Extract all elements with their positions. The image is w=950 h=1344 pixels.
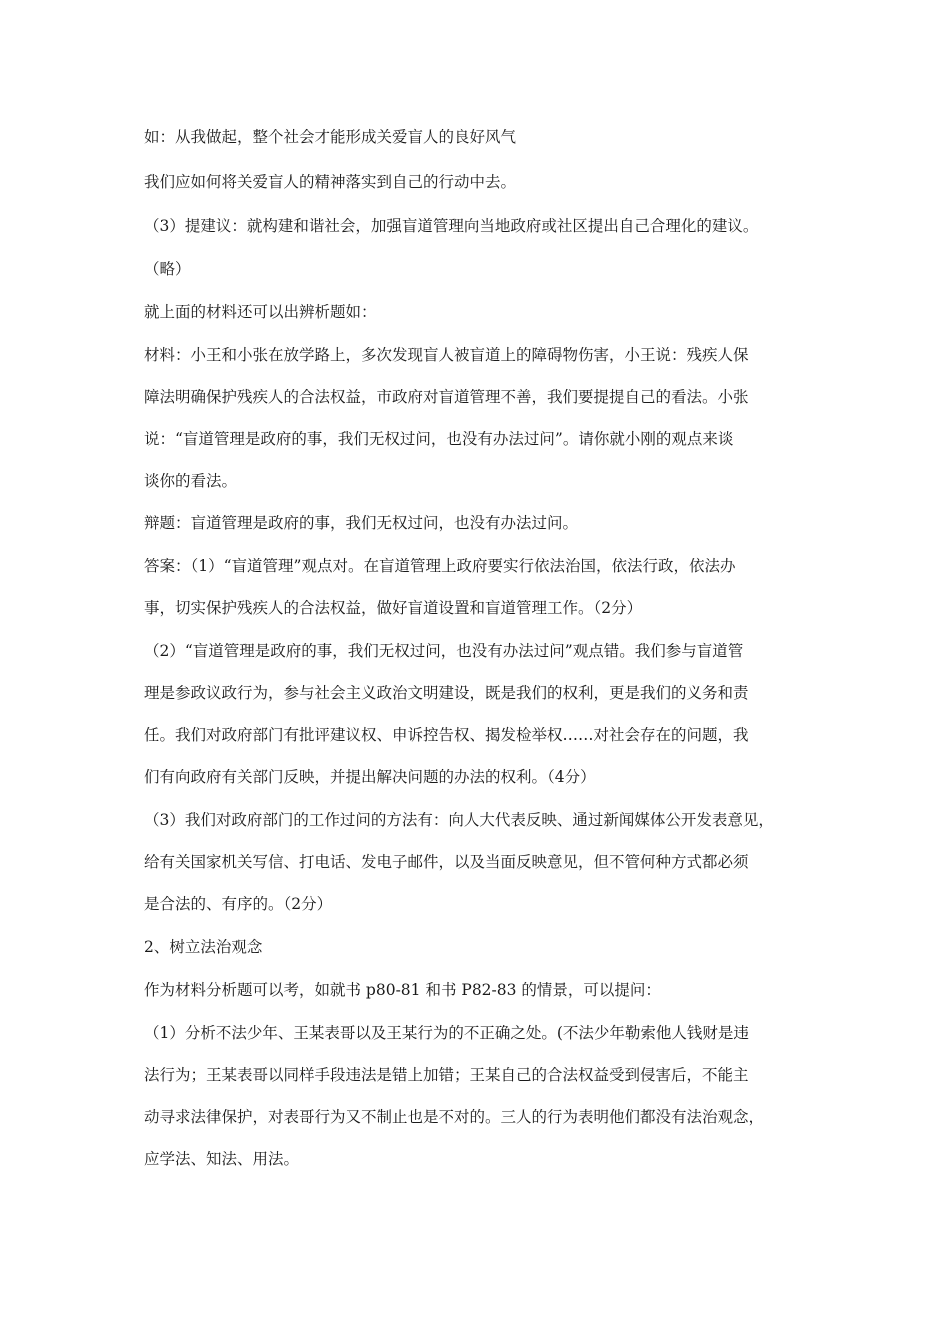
text-line: 们有向政府有关部门反映，并提出解决问题的办法的权利。（4分） xyxy=(144,768,596,786)
text-line: （3）提建议：就构建和谐社会，加强盲道管理向当地政府或社区提出自己合理化的建议。 xyxy=(144,217,759,235)
text-line: 答案：（1）“盲道管理”观点对。在盲道管理上政府要实行依法治国，依法行政，依法办 xyxy=(144,557,736,575)
text-line: 动寻求法律保护，对表哥行为又不制止也是不对的。三人的行为表明他们都没有法治观念， xyxy=(144,1108,765,1126)
text-line: （2）“盲道管理是政府的事，我们无权过问，也没有办法过问”观点错。我们参与盲道管 xyxy=(144,642,744,660)
text-line: 谈你的看法。 xyxy=(144,472,238,490)
text-line: 事，切实保护残疾人的合法权益，做好盲道设置和盲道管理工作。（2分） xyxy=(144,599,643,617)
text-line: 说：“盲道管理是政府的事，我们无权过问，也没有办法过问”。请你就小刚的观点来谈 xyxy=(144,430,734,448)
text-line: 我们应如何将关爱盲人的精神落实到自己的行动中去。 xyxy=(144,173,517,191)
text-line: 如：从我做起，整个社会才能形成关爱盲人的良好风气 xyxy=(144,128,517,146)
text-line: 任。我们对政府部门有批评建议权、申诉控告权、揭发检举权……对社会存在的问题，我 xyxy=(144,726,749,744)
text-line: （1）分析不法少年、王某表哥以及王某行为的不正确之处。(不法少年勒索他人钱财是违 xyxy=(144,1024,749,1042)
text-line: 材料：小王和小张在放学路上，多次发现盲人被盲道上的障碍物伤害，小王说：残疾人保 xyxy=(144,346,749,364)
text-line: 就上面的材料还可以出辨析题如： xyxy=(144,303,377,321)
text-line: 障法明确保护残疾人的合法权益，市政府对盲道管理不善，我们要提提自己的看法。小张 xyxy=(144,388,749,406)
section-heading: 2、树立法治观念 xyxy=(144,938,263,956)
text-line: 应学法、知法、用法。 xyxy=(144,1150,300,1168)
text-line: 辩题：盲道管理是政府的事，我们无权过问，也没有办法过问。 xyxy=(144,514,579,532)
text-line: 作为材料分析题可以考，如就书 p80-81 和书 P82-83 的情景，可以提问： xyxy=(144,981,661,999)
text-line: 给有关国家机关写信、打电话、发电子邮件，以及当面反映意见，但不管何种方式都必须 xyxy=(144,853,749,871)
text-line: 是合法的、有序的。（2分） xyxy=(144,895,333,913)
text-line: 理是参政议政行为，参与社会主义政治文明建设，既是我们的权利，更是我们的义务和责 xyxy=(144,684,749,702)
text-line: 法行为；王某表哥以同样手段违法是错上加错；王某自己的合法权益受到侵害后，不能主 xyxy=(144,1066,749,1084)
text-line: （略） xyxy=(144,260,191,278)
text-line: （3）我们对政府部门的工作过问的方法有：向人大代表反映、通过新闻媒体公开发表意见， xyxy=(144,811,774,829)
